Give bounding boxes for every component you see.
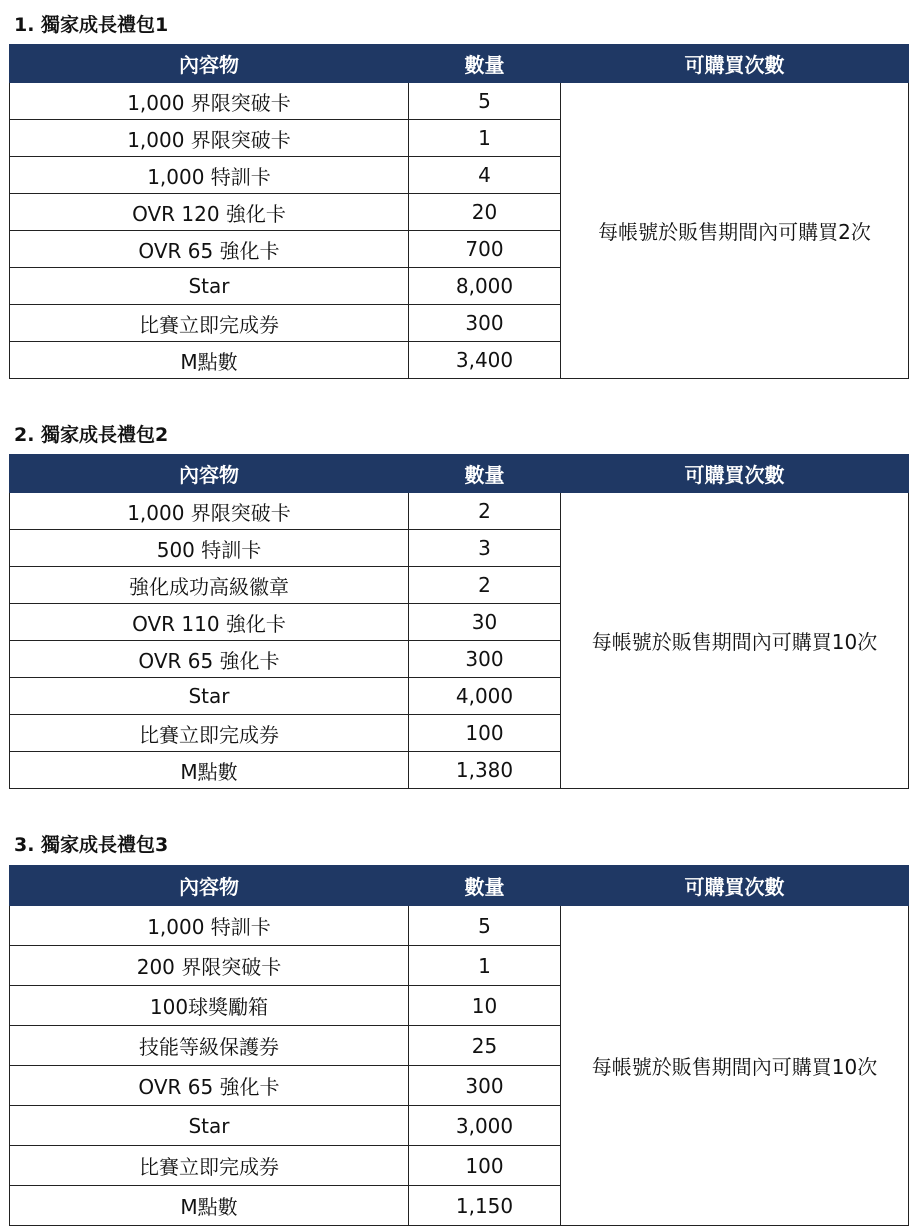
item-name: 比賽立即完成券 bbox=[10, 715, 409, 752]
package-2-table bbox=[9, 454, 909, 789]
item-quantity: 3,400 bbox=[409, 342, 561, 379]
item-name: Star bbox=[10, 1106, 409, 1146]
table-row bbox=[10, 906, 909, 946]
item-quantity: 300 bbox=[409, 1066, 561, 1106]
item-quantity: 100 bbox=[409, 715, 561, 752]
item-quantity: 300 bbox=[409, 641, 561, 678]
item-quantity: 1,150 bbox=[409, 1186, 561, 1226]
item-quantity: 10 bbox=[409, 986, 561, 1026]
item-name: OVR 65 強化卡 bbox=[10, 231, 409, 268]
item-quantity: 1,380 bbox=[409, 752, 561, 789]
item-name: OVR 110 強化卡 bbox=[10, 604, 409, 641]
header-quantity: 數量 bbox=[409, 45, 561, 83]
item-quantity: 4,000 bbox=[409, 678, 561, 715]
purchase-limit: 每帳號於販售期間內可購買10次 bbox=[561, 493, 909, 789]
item-quantity: 30 bbox=[409, 604, 561, 641]
item-quantity: 1 bbox=[409, 120, 561, 157]
item-quantity: 3,000 bbox=[409, 1106, 561, 1146]
package-1-table bbox=[9, 44, 909, 379]
header-contents: 內容物 bbox=[10, 45, 409, 83]
header-contents: 內容物 bbox=[10, 455, 409, 493]
item-name: OVR 65 強化卡 bbox=[10, 641, 409, 678]
item-name: 比賽立即完成券 bbox=[10, 305, 409, 342]
item-name: 比賽立即完成券 bbox=[10, 1146, 409, 1186]
item-quantity: 100 bbox=[409, 1146, 561, 1186]
item-quantity: 25 bbox=[409, 1026, 561, 1066]
item-quantity: 5 bbox=[409, 83, 561, 120]
item-quantity: 700 bbox=[409, 231, 561, 268]
item-name: M點數 bbox=[10, 752, 409, 789]
item-name: Star bbox=[10, 678, 409, 715]
item-quantity: 300 bbox=[409, 305, 561, 342]
header-quantity: 數量 bbox=[409, 455, 561, 493]
table-header-row bbox=[10, 45, 909, 83]
table-row bbox=[10, 83, 909, 120]
item-name: 技能等級保護券 bbox=[10, 1026, 409, 1066]
package-3-title: 3. 獨家成長禮包3 bbox=[14, 834, 169, 856]
header-limit: 可購買次數 bbox=[561, 455, 909, 493]
item-name: 1,000 界限突破卡 bbox=[10, 83, 409, 120]
item-quantity: 4 bbox=[409, 157, 561, 194]
package-1-title: 1. 獨家成長禮包1 bbox=[14, 14, 169, 36]
item-quantity: 1 bbox=[409, 946, 561, 986]
header-contents: 內容物 bbox=[10, 866, 409, 906]
package-2-title: 2. 獨家成長禮包2 bbox=[14, 424, 169, 446]
package-3-table bbox=[9, 865, 909, 1226]
item-name: M點數 bbox=[10, 1186, 409, 1226]
table-header-row bbox=[10, 866, 909, 906]
item-name: 1,000 界限突破卡 bbox=[10, 120, 409, 157]
table-row bbox=[10, 493, 909, 530]
item-name: 200 界限突破卡 bbox=[10, 946, 409, 986]
header-limit: 可購買次數 bbox=[561, 866, 909, 906]
item-name: 1,000 特訓卡 bbox=[10, 157, 409, 194]
item-quantity: 3 bbox=[409, 530, 561, 567]
item-name: Star bbox=[10, 268, 409, 305]
item-name: M點數 bbox=[10, 342, 409, 379]
item-quantity: 2 bbox=[409, 493, 561, 530]
item-name: OVR 65 強化卡 bbox=[10, 1066, 409, 1106]
item-name: OVR 120 強化卡 bbox=[10, 194, 409, 231]
item-name: 500 特訓卡 bbox=[10, 530, 409, 567]
header-quantity: 數量 bbox=[409, 866, 561, 906]
item-quantity: 8,000 bbox=[409, 268, 561, 305]
item-quantity: 2 bbox=[409, 567, 561, 604]
item-name: 1,000 界限突破卡 bbox=[10, 493, 409, 530]
item-name: 1,000 特訓卡 bbox=[10, 906, 409, 946]
purchase-limit: 每帳號於販售期間內可購買2次 bbox=[561, 83, 909, 379]
item-name: 強化成功高級徽章 bbox=[10, 567, 409, 604]
item-quantity: 20 bbox=[409, 194, 561, 231]
purchase-limit: 每帳號於販售期間內可購買10次 bbox=[561, 906, 909, 1226]
header-limit: 可購買次數 bbox=[561, 45, 909, 83]
item-name: 100球獎勵箱 bbox=[10, 986, 409, 1026]
table-header-row bbox=[10, 455, 909, 493]
item-quantity: 5 bbox=[409, 906, 561, 946]
